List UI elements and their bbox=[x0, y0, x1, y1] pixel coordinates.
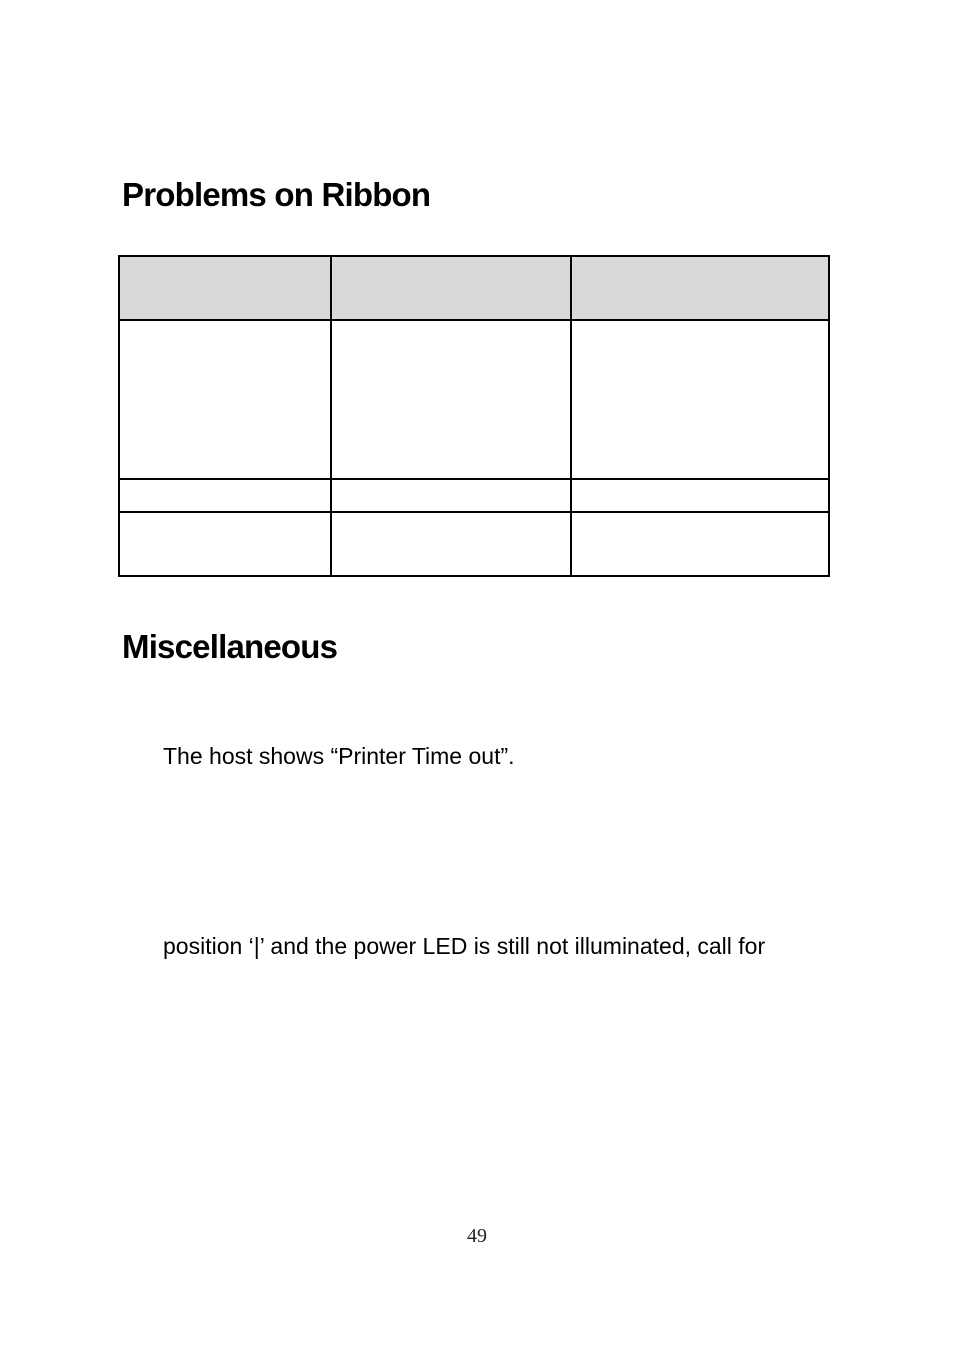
table-header-cell bbox=[331, 256, 572, 320]
table-cell bbox=[571, 479, 829, 512]
table-cell bbox=[331, 512, 572, 576]
table-header-cell bbox=[119, 256, 331, 320]
table-cell bbox=[331, 320, 572, 479]
misc-paragraph-line: position ‘|’ and the power LED is still not illuminated, call for bbox=[163, 933, 766, 959]
table-cell bbox=[119, 512, 331, 576]
table-cell bbox=[119, 320, 331, 479]
ribbon-problems-table bbox=[118, 255, 830, 577]
misc-paragraph-line: The host shows “Printer Time out”. bbox=[163, 743, 515, 769]
table-row bbox=[119, 320, 829, 479]
table-cell bbox=[331, 479, 572, 512]
table-header-cell bbox=[571, 256, 829, 320]
section-title-problems-on-ribbon: Problems on Ribbon bbox=[122, 176, 431, 213]
table-row bbox=[119, 479, 829, 512]
table-cell bbox=[571, 512, 829, 576]
table-cell bbox=[119, 479, 331, 512]
table-cell bbox=[571, 320, 829, 479]
section-title-miscellaneous: Miscellaneous bbox=[122, 628, 338, 665]
page-number: 49 bbox=[467, 1225, 487, 1247]
table-row bbox=[119, 512, 829, 576]
table-header-row bbox=[119, 256, 829, 320]
